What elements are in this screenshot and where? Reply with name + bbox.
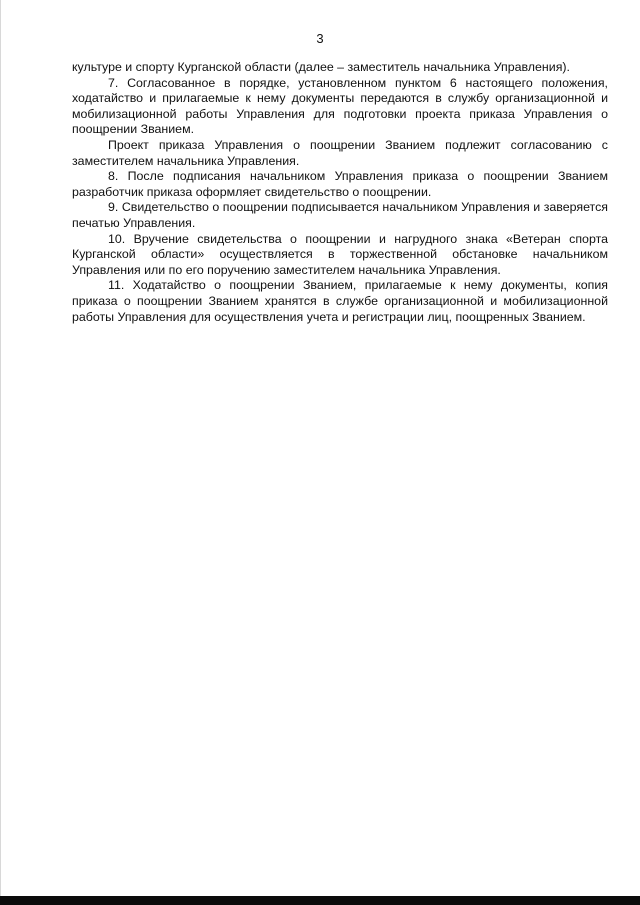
paragraph-9: 9. Свидетельство о поощрении подписывается начальником Управления и заверяется печатью Управления. <box>72 200 608 230</box>
paragraph-8: 8. После подписания начальником Управления приказа о поощрении Званием разработчик приказа оформляет свидетельство о поощрении. <box>72 169 608 199</box>
document-body <box>72 60 608 325</box>
paragraph-7: 7. Согласованное в порядке, установленном пунктом 6 настоящего положения, ходатайство и прилагаемые к нему документы передаются в службу организационной и мобилизационной работы Управления для подготовки проекта приказа Управления о поощрении Званием. <box>72 75 608 137</box>
scan-left-edge <box>0 0 1 905</box>
scan-bottom-bar <box>0 896 640 905</box>
page-number: 3 <box>316 31 324 46</box>
paragraph-11: 11. Ходатайство о поощрении Званием, прилагаемые к нему документы, копия приказа о поощрении Званием хранятся в службе организационной и мобилизационной работы Управления для осуществления учета и регистрации лиц, поощренных Званием. <box>72 278 608 324</box>
paragraph-7-draft-approval: Проект приказа Управления о поощрении Званием подлежит согласованию с заместителем начальника Управления. <box>72 137 608 168</box>
paragraph-continuation: культуре и спорту Курганской области (далее – заместитель начальника Управления). <box>72 60 570 74</box>
paragraph-10: 10. Вручение свидетельства о поощрении и нагрудного знака «Ветеран спорта Курганской области» осуществляется в торжественной обстановке начальником Управления или по его поручению заместителем начальника Управления. <box>72 231 608 277</box>
